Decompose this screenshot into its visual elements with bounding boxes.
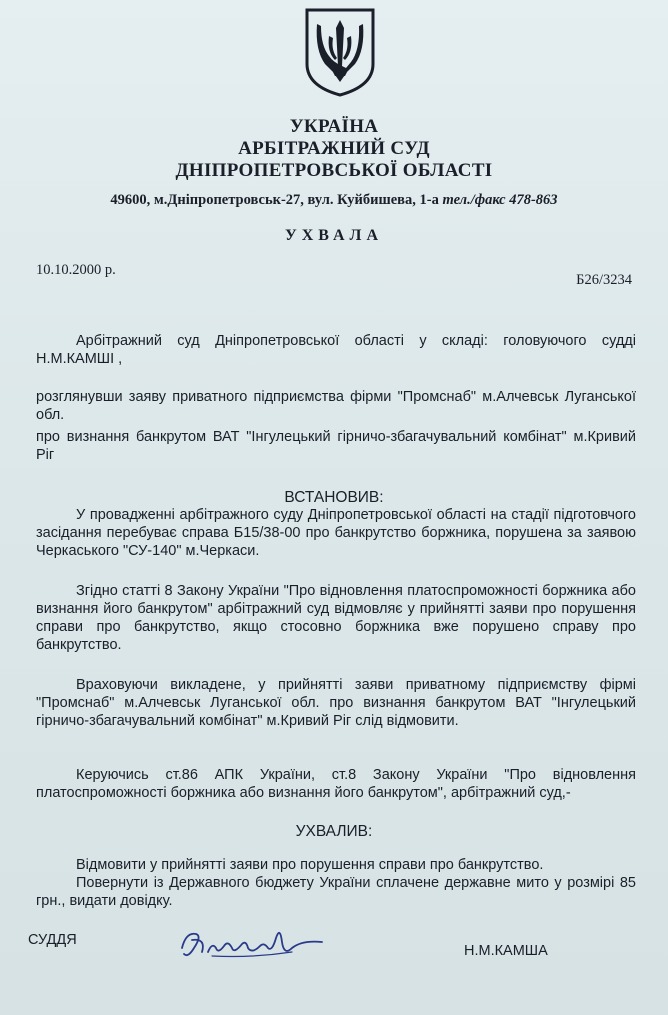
established-heading: ВСТАНОВИВ: xyxy=(284,489,384,506)
consider-paragraph: розглянувши заяву приватного підприємства фірми "Промснаб" м.Алчевськ Луганської обл. xyxy=(36,389,636,423)
ruled-paragraph-2: Повернути із Державного бюджету України сплачене державне мито у розмірі 85 грн., видати довідку. xyxy=(36,875,636,909)
header-region: ДНІПРОПЕТРОВСЬКОЇ ОБЛАСТІ xyxy=(175,160,493,181)
court-phone: тел./факс 478-863 xyxy=(442,192,558,208)
ruled-heading: УХВАЛИВ: xyxy=(295,823,373,840)
established-paragraph-1: У провадженні арбітражного суду Дніпропетровської області на стадії підготовчого засідання перебуває справа Б15/38-00 про банкрутство боржника, порушена за заявою Черкаського "СУ-140" м.Черкаси. xyxy=(36,507,636,559)
panel-paragraph: Арбітражний суд Дніпропетровської області у складі: головуючого судді Н.М.КАМШІ , xyxy=(36,333,636,367)
handwritten-signature-icon xyxy=(172,918,332,968)
court-address: 49600, м.Дніпропетровськ-27, вул. Куйбишева, 1-а xyxy=(110,192,439,208)
case-number: Б26/3234 xyxy=(576,272,632,288)
document-date: 10.10.2000 р. xyxy=(36,262,116,278)
judge-label: СУДДЯ xyxy=(28,932,77,948)
trident-emblem-icon xyxy=(303,6,377,98)
header-country: УКРАЇНА xyxy=(289,116,379,137)
established-paragraph-3: Враховуючи викладене, у прийнятті заяви приватному підприємству фірмі "Промснаб" м.Алчевськ Луганської обл. про визнання банкрутом ВАТ "Інгулецький гірничо-збагачувальний комбінат" м.Кривий Ріг слід відмовити. xyxy=(36,677,636,729)
ruled-paragraph-1: Відмовити у прийнятті заяви про порушення справи про банкрутство. xyxy=(76,857,544,873)
header-court: АРБІТРАЖНИЙ СУД xyxy=(238,138,430,159)
established-paragraph-2: Згідно статті 8 Закону України "Про відновлення платоспроможності боржника або визнання його банкрутом" арбітражний суд відмовляє у прийнятті заяви про порушення справи про банкрутство, якщо стосовно боржника вже порушено справу про банкрутство. xyxy=(36,583,636,653)
subject-paragraph: про визнання банкрутом ВАТ "Інгулецький гірничо-збагачувальний комбінат" м.Кривий Ріг xyxy=(36,429,636,463)
established-paragraph-4: Керуючись ст.86 АПК України, ст.8 Закону України "Про відновлення платоспроможності боржника або визнання його банкрутом", арбітражний суд,- xyxy=(36,767,636,801)
court-address-line xyxy=(0,190,668,210)
document-title: УХВАЛА xyxy=(285,227,383,244)
judge-name: Н.М.КАМША xyxy=(464,943,548,959)
